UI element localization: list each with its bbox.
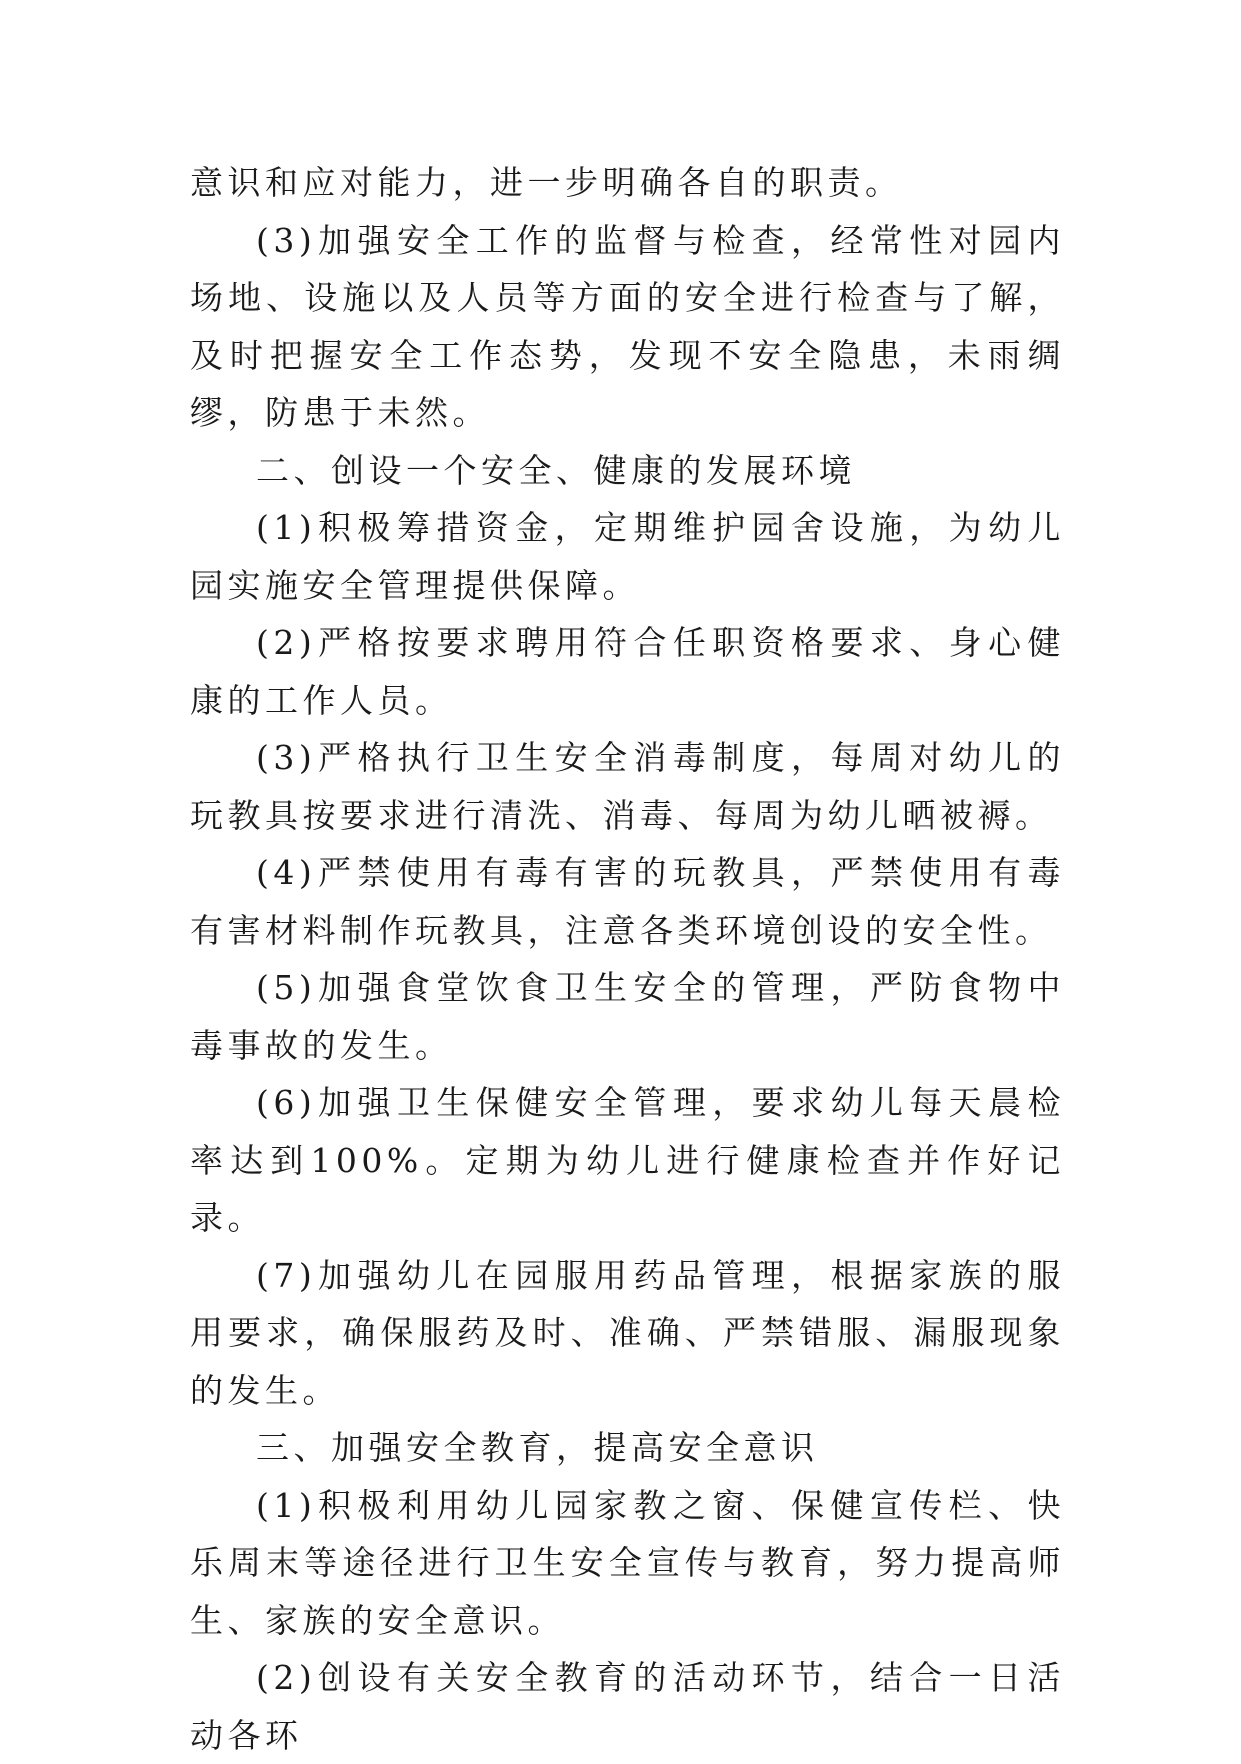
paragraph-activities: (2)创设有关安全教育的活动环节，结合一日活动各环	[190, 1658, 1065, 1755]
document-page	[190, 154, 1065, 1764]
paragraph-health-check: (6)加强卫生保健安全管理，要求幼儿每天晨检率达到100%。定期为幼儿进行健康检查并作好记录。	[190, 1083, 1065, 1237]
paragraph-hiring: (2)严格按要求聘用符合任职资格要求、身心健康的工作人员。	[190, 623, 1065, 720]
paragraph-publicity: (1)积极利用幼儿园家教之窗、保健宣传栏、快乐周末等途径进行卫生安全宣传与教育，努力提高师生、家族的安全意识。	[190, 1485, 1065, 1640]
paragraph-funding: (1)积极筹措资金，定期维护园舍设施，为幼儿园实施安全管理提供保障。	[190, 508, 1065, 605]
paragraph-continuation: 意识和应对能力，进一步明确各自的职责。	[190, 163, 903, 202]
paragraph-supervision: (3)加强安全工作的监督与检查，经常性对园内场地、设施以及人员等方面的安全进行检查与了解，及时把握安全工作态势，发现不安全隐患，未雨绸缪，防患于未然。	[190, 220, 1065, 432]
paragraph-toys: (4)严禁使用有毒有害的玩教具，严禁使用有毒有害材料制作玩教具，注意各类环境创设的安全性。	[190, 853, 1065, 950]
paragraph-disinfection: (3)严格执行卫生安全消毒制度，每周对幼儿的玩教具按要求进行清洗、消毒、每周为幼儿晒被褥。	[190, 738, 1065, 835]
section-heading-3: 三、加强安全教育，提高安全意识	[256, 1428, 819, 1467]
section-heading-2: 二、创设一个安全、健康的发展环境	[256, 450, 856, 490]
paragraph-medication: (7)加强幼儿在园服用药品管理，根据家族的服用要求，确保服药及时、准确、严禁错服、漏服现象的发生。	[190, 1255, 1065, 1410]
paragraph-canteen: (5)加强食堂饮食卫生安全的管理，严防食物中毒事故的发生。	[190, 968, 1065, 1065]
